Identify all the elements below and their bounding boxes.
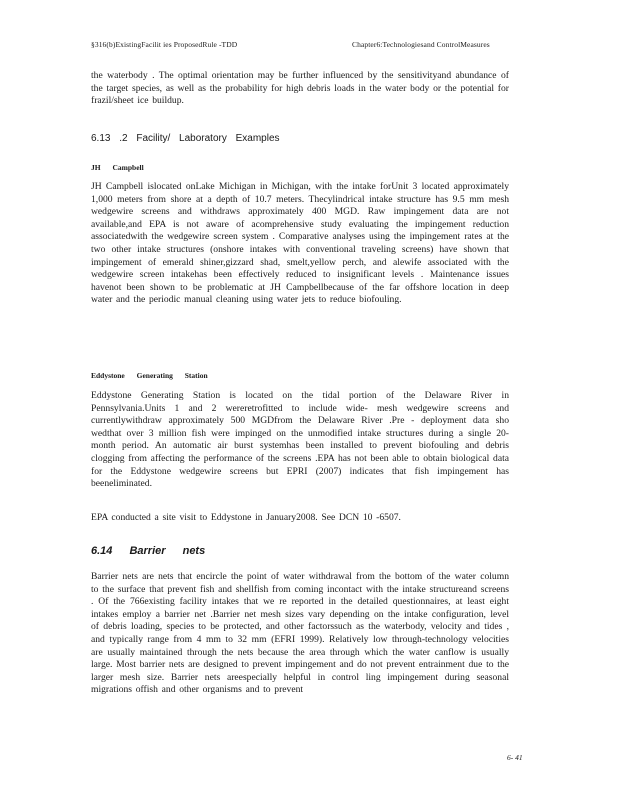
running-header-right: Chapter6:Technologiesand ControlMeasures	[352, 40, 490, 49]
subheading-jh-campbell: JH Campbell	[91, 163, 144, 172]
subheading-eddystone: Eddystone Generating Station	[91, 371, 208, 380]
page-number: 6- 41	[507, 753, 523, 762]
paragraph-jh-campbell: JH Campbell islocated onLake Michigan in Michigan, with the intake forUnit 3 located approximately 1,000 meters from shore at a depth of 10.7 meters. Thecylindrical intake structure has 9.5 mm mesh wedgewire screens and withdraws approximately 400 MGD. Raw impingement data are not available,and EPA is not aware of acomprehensive study evaluating the impingement reduction associatedwith the wedgewire screen system . Comparative analyses using the impingement rates at the two other intake structures (onshore intakes with conventional traveling screens) have shown that impingement of emerald shiner,gizzard shad, smelt,yellow perch, and alewife associated with the wedgewire screen intakehas been effectively reduced to insignificant levels . Maintenance issues havenot been shown to be problematic at JH Campbellbecause of the far offshore location in deep water and the periodic manual cleaning using water jets to reduce biofouling.	[91, 181, 509, 306]
section-heading-6-14: 6.14 Barrier nets	[91, 545, 206, 557]
paragraph-barrier-nets: Barrier nets are nets that encircle the point of water withdrawal from the bottom of the water column to the surface that prevent fish and shellfish from coming incontact with the intake structureand screens . Of the 766existing facility intakes that we re reported in the detailed questionnaires, at least eight intakes employ a barrier net .Barrier net mesh sizes vary depending on the intake configuration, level of debris loading, species to be protected, and other factorssuch as the waterbody, velocity and tides , and typically range from 4 mm to 32 mm (EFRI 1999). Relatively low through-technology velocities are usually maintained through the nets because the area through which the water canflow is usually large. Most barrier nets are designed to prevent impingement and do not prevent entrainment due to the larger mesh size. Barrier nets areespecially helpful in control ling impingement during seasonal migrations offish and other organisms and to prevent	[91, 571, 509, 696]
paragraph-eddystone-1: Eddystone Generating Station is located on the tidal portion of the Delaware River in Pennsylvania.Units 1 and 2 wereretrofitted to include wide- mesh wedgewire screens and currentlywithdraw approximately 500 MGDfrom the Delaware River .Pre - deployment data sho wedthat over 3 million fish were impinged on the unmodified intake structures during a single 20-month period. An automatic air burst systemhas been installed to prevent biofouling and debris clogging from affecting the performance of the screens .EPA has not been able to obtain biological data for the Eddystone wedgewire screens but EPRI (2007) indicates that fish impingement has beeneliminated.	[91, 390, 509, 490]
paragraph-eddystone-2: EPA conducted a site visit to Eddystone in January2008. See DCN 10 -6507.	[91, 512, 401, 523]
intro-paragraph: the waterbody . The optimal orientation may be further influenced by the sensitivityand abundance of the target species, as well as the probability for high debris loads in the water body or the potential for frazil/sheet ice buildup.	[91, 70, 509, 107]
section-heading-6-13-2: 6.13 .2 Facility/ Laboratory Examples	[91, 133, 280, 144]
running-header-left: §316(b)ExistingFacilit ies ProposedRule -TDD	[91, 40, 238, 49]
